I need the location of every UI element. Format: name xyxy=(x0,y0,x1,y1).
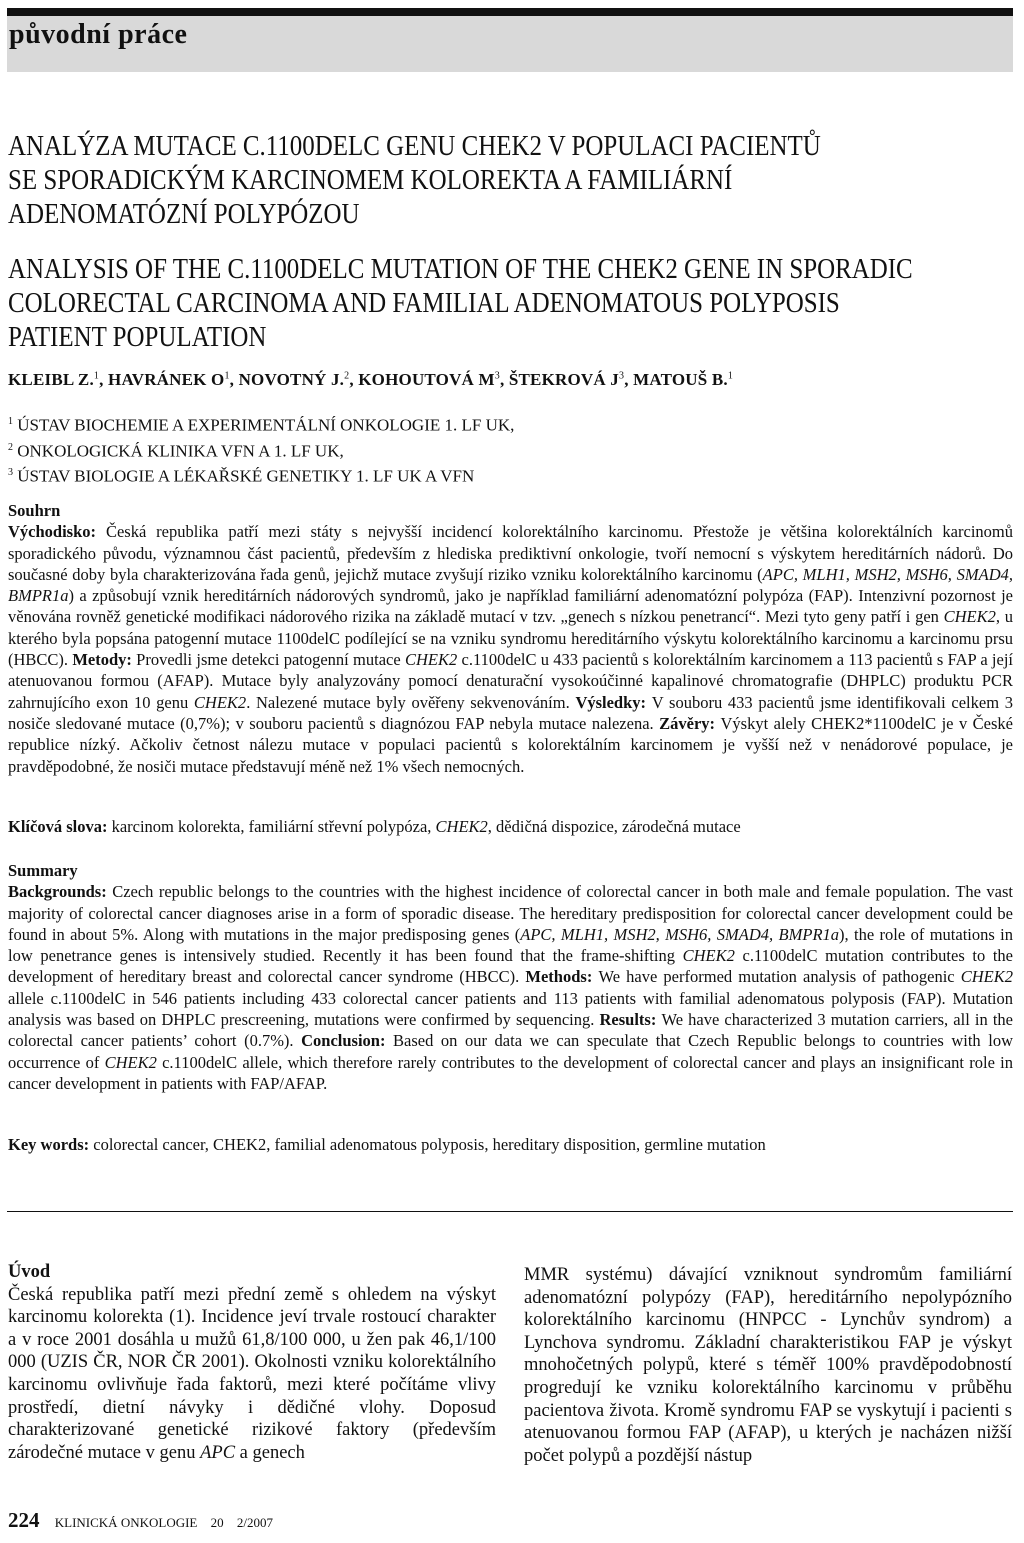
abstract-heading: Souhrn xyxy=(8,501,61,520)
body-column-left xyxy=(8,1261,496,1464)
journal-volume: 20 xyxy=(210,1515,224,1530)
bold-run: Methods: xyxy=(525,967,599,987)
text-run: karcinom kolorekta, familiární střevní polypóza, xyxy=(111,817,436,836)
italic-run: CHEK2 xyxy=(404,650,458,670)
keywords-text xyxy=(93,1135,765,1154)
text-run: Česká republika patří mezi státy s nejvyšší incidencí kolorektálního karcinomu. Přestože je většina kolorektálních karcinomů sporadického původu, významnou část pacientů, především z hlediska prediktivní onkologie, tvoří nemocní s výskytem hereditárních nádorů. Do současné doby byla charakterizována řada genů, jejichž mutace zvyšují riziko vzniku kolorektálního karcinomu ( xyxy=(8,522,1013,584)
abstract-text xyxy=(8,881,1013,1094)
journal-name: KLINICKÁ ONKOLOGIE xyxy=(54,1515,198,1530)
body-heading: Úvod xyxy=(8,1262,51,1282)
italic-run: CHEK2 xyxy=(193,692,247,712)
keywords-label: Klíčová slova: xyxy=(8,817,112,836)
abstract-heading: Summary xyxy=(8,861,78,880)
text-run: c.1100delC mutation contributes to the development of hereditary breast and colorectal cancer syndrome (HBCC). xyxy=(8,946,1014,987)
text-run: Czech republic belongs to the countries with the highest incidence of colorectal cancer in both male and female population. The vast majority of colorectal cancer diagnoses arise in a form of sporadic disease. The hereditary predisposition for colorectal cancer development could be found in about 5%. Along with mutations in the major predisposing genes ( xyxy=(8,882,1014,944)
title-line: COLORECTAL CARCINOMA AND FAMILIAL ADENOMATOUS POLYPOSIS xyxy=(8,287,840,319)
title-line: ANALÝZA MUTACE C.1100DELC GENU CHEK2 V POPULACI PACIENTŮ xyxy=(8,130,821,162)
bold-run: Conclusion: xyxy=(301,1031,394,1051)
author: NOVOTNÝ J.$^2$, xyxy=(238,370,359,389)
text-run: Výskyt alely CHEK2*1100delC je v České republice nízký. Ačkoliv četnost nálezu mutace v populaci pacientů s kolorektálním karcinomem je vyšší než v nenádorové populace, je pravděpodobné, že nosiči mutace představují méně než 1% všech nemocných. xyxy=(8,713,1014,776)
title-line: SE SPORADICKÝM KARCINOMEM KOLOREKTA A FAMILIÁRNÍ xyxy=(8,164,733,196)
text-run: allele c.1100delC in 546 patients including 433 colorectal cancer patients and 113 patients with familial adenomatous polyposis (FAP). Mutation analysis was based on DHPLC prescreening, mutations were confirmed by sequencing. xyxy=(8,988,1013,1030)
section-label: původní práce xyxy=(9,19,188,50)
italic-run: APC, MLH1, MSH2, MSH6, SMAD4, BMPR1a xyxy=(8,564,1014,606)
italic-run: CHEK2 xyxy=(682,946,735,966)
italic-run: CHEK2 xyxy=(104,1052,157,1072)
author: HAVRÁNEK $O^1$, xyxy=(108,370,239,389)
title-line: ADENOMATÓZNÍ POLYPÓZOU xyxy=(8,198,360,230)
italic-run: CHEK2 xyxy=(960,967,1013,987)
italic-run: CHEK2 xyxy=(943,607,996,627)
text-run: Provedli jsme detekci patogenní mutace xyxy=(136,650,405,670)
abstract-english xyxy=(8,860,1013,1094)
text-run: Based on our data we can speculate that Czech Republic belongs to countries with low occurrence of xyxy=(8,1031,1013,1072)
bold-run: Východisko: xyxy=(8,522,106,542)
text-run: colorectal cancer, CHEK2, familial adenomatous polyposis, hereditary disposition, germline mutation xyxy=(93,1135,766,1154)
author: KLEIBL Z.$^1$, xyxy=(8,370,109,389)
text-run: Česká republika patří mezi přední země s ohledem na výskyt karcinomu kolorekta (1). Incidence jeví trvale rostoucí charakter a v roce 2001 dosáhla u mužů 61,8/100 000, u žen pak 46,1/100 000 (UZIS ČR, NOR ČR 2001). Okolnosti vzniku kolorektálního karcinomu ovlivňuje řada faktorů, mezi které počítáme vlivy prostředí, dietní návyky i dědičné vlohy. Doposud charakterizované genetické rizikové faktory (především zárodečné mutace v genu xyxy=(8,1284,496,1463)
text-run: ), the role of mutations in low penetrance genes is intensively studied. Recently it has been found that the frame-shifting xyxy=(8,924,1013,966)
text-run: ) a způsobují vznik hereditárních nádorových syndromů, jako je například familiární adenomatózní polypóza (FAP). Intenzivní pozornost je věnována rovněž genetické modifikaci nádorového rizika na základě mutací v tzv. „genech s nízkou penetrancí“. Mezi tyto geny patří i gen xyxy=(8,586,1013,627)
text-run: , dědičná dispozice, zárodečná mutace xyxy=(487,817,741,836)
section-divider xyxy=(7,1211,1013,1212)
bold-run: Metody: xyxy=(72,650,137,670)
title-english xyxy=(8,252,913,354)
keywords-label: Key words: xyxy=(8,1135,94,1154)
body-column-right xyxy=(524,1264,1012,1467)
bold-run: Results: xyxy=(599,1010,662,1030)
body-text xyxy=(524,1264,1012,1467)
bold-run: Backgrounds: xyxy=(8,882,113,902)
keywords-english xyxy=(8,1135,1013,1155)
page-number: 224 xyxy=(8,1508,40,1532)
abstract-text xyxy=(8,521,1013,777)
title-line: PATIENT POPULATION xyxy=(8,321,267,353)
text-run: , u kterého byla popsána patogenní mutace 1100delC podílející se na vzniku syndromu hereditárního výskytu kolorektálního karcinomu a karcinomu prsu (HBCC). xyxy=(8,607,1014,670)
affiliation-list xyxy=(8,411,514,488)
abstract-czech xyxy=(8,500,1013,777)
keywords-czech xyxy=(8,817,1013,837)
text-run: We have characterized 3 mutation carriers, all in the colorectal cancer patients’ cohort (0.7%). xyxy=(8,1010,1013,1051)
top-rule xyxy=(7,8,1013,16)
text-run: . Nalezené mutace byly ověřeny sekvenováním. xyxy=(246,692,576,712)
text-run: We have performed mutation analysis of pathogenic xyxy=(598,967,961,987)
text-run: c.1100delC u 433 pacientů s kolorektálním karcinomem a 113 pacientů s FAP a její atenuovanou formou (AFAP). Mutace byly analyzovány pomocí denaturační vysokoúčinné kapalinové chromatografie (DHPLC) produktu PCR zahrnujícího exon 10 genu xyxy=(8,650,1013,712)
italic-run: CHEK2 xyxy=(435,817,488,836)
italic-run: APC xyxy=(200,1442,236,1463)
affiliation: $^2$ ONKOLOGICKÁ KLINIKA VFN A 1. LF UK, xyxy=(8,441,344,461)
title-line: ANALYSIS OF THE C.1100DELC MUTATION OF THE CHEK2 GENE IN SPORADIC xyxy=(8,253,913,285)
bold-run: Závěry: xyxy=(659,713,721,733)
text-run: V souboru 433 pacientů jsme identifikovali celkem 3 nosiče sledované mutace (0,7%); v souboru pacientů s diagnózou FAP nebyla mutace nalezena. xyxy=(8,692,1014,733)
title-czech xyxy=(8,129,821,231)
text-run: MMR systému) dávající vzniknout syndromům familiární adenomatózní polypózy (FAP), hereditárního nepolypózního kolorektálního karcinomu (HNPCC - Lynchův syndrom) a Lynchova syndromu. Základní charakteristikou FAP je výskyt mnohočetných polypů, které s téměř 100% pravděpodobností progredují ke vzniku kolorektálního karcinomu v průběhu pacientova života. Kromě syndromu FAP se vyskytují i pacienti s atenuovanou formou FAP (AFAP), u kterých je nacházen nižší počet polypů a pozdější nástup xyxy=(524,1265,1012,1466)
body-text xyxy=(8,1284,496,1465)
author: ŠTEKROVÁ $J^3$, xyxy=(508,370,634,389)
author: MATOUŠ B.$^1$ xyxy=(633,370,734,389)
author-list xyxy=(8,370,733,390)
bold-run: Výsledky: xyxy=(575,692,652,712)
text-run: a genech xyxy=(235,1442,305,1463)
text-run: c.1100delC allele, which therefore rarely contributes to the development of colorectal cancer and plays an insignificant role in cancer development in patients with FAP/AFAP. xyxy=(8,1052,1013,1093)
affiliation: $^3$ ÚSTAV BIOLOGIE A LÉKAŘSKÉ GENETIKY 1. LF UK A VFN xyxy=(8,466,475,486)
italic-run: APC, MLH1, MSH2, MSH6, SMAD4, BMPR1a xyxy=(520,924,840,944)
keywords-text xyxy=(112,817,741,836)
page-footer xyxy=(8,1508,283,1533)
journal-issue: 2/2007 xyxy=(236,1515,273,1530)
affiliation: $^1$ ÚSTAV BIOCHEMIE A EXPERIMENTÁLNÍ ONKOLOGIE 1. LF UK, xyxy=(8,415,515,435)
author: KOHOUTOVÁ $M^3$, xyxy=(358,370,509,389)
